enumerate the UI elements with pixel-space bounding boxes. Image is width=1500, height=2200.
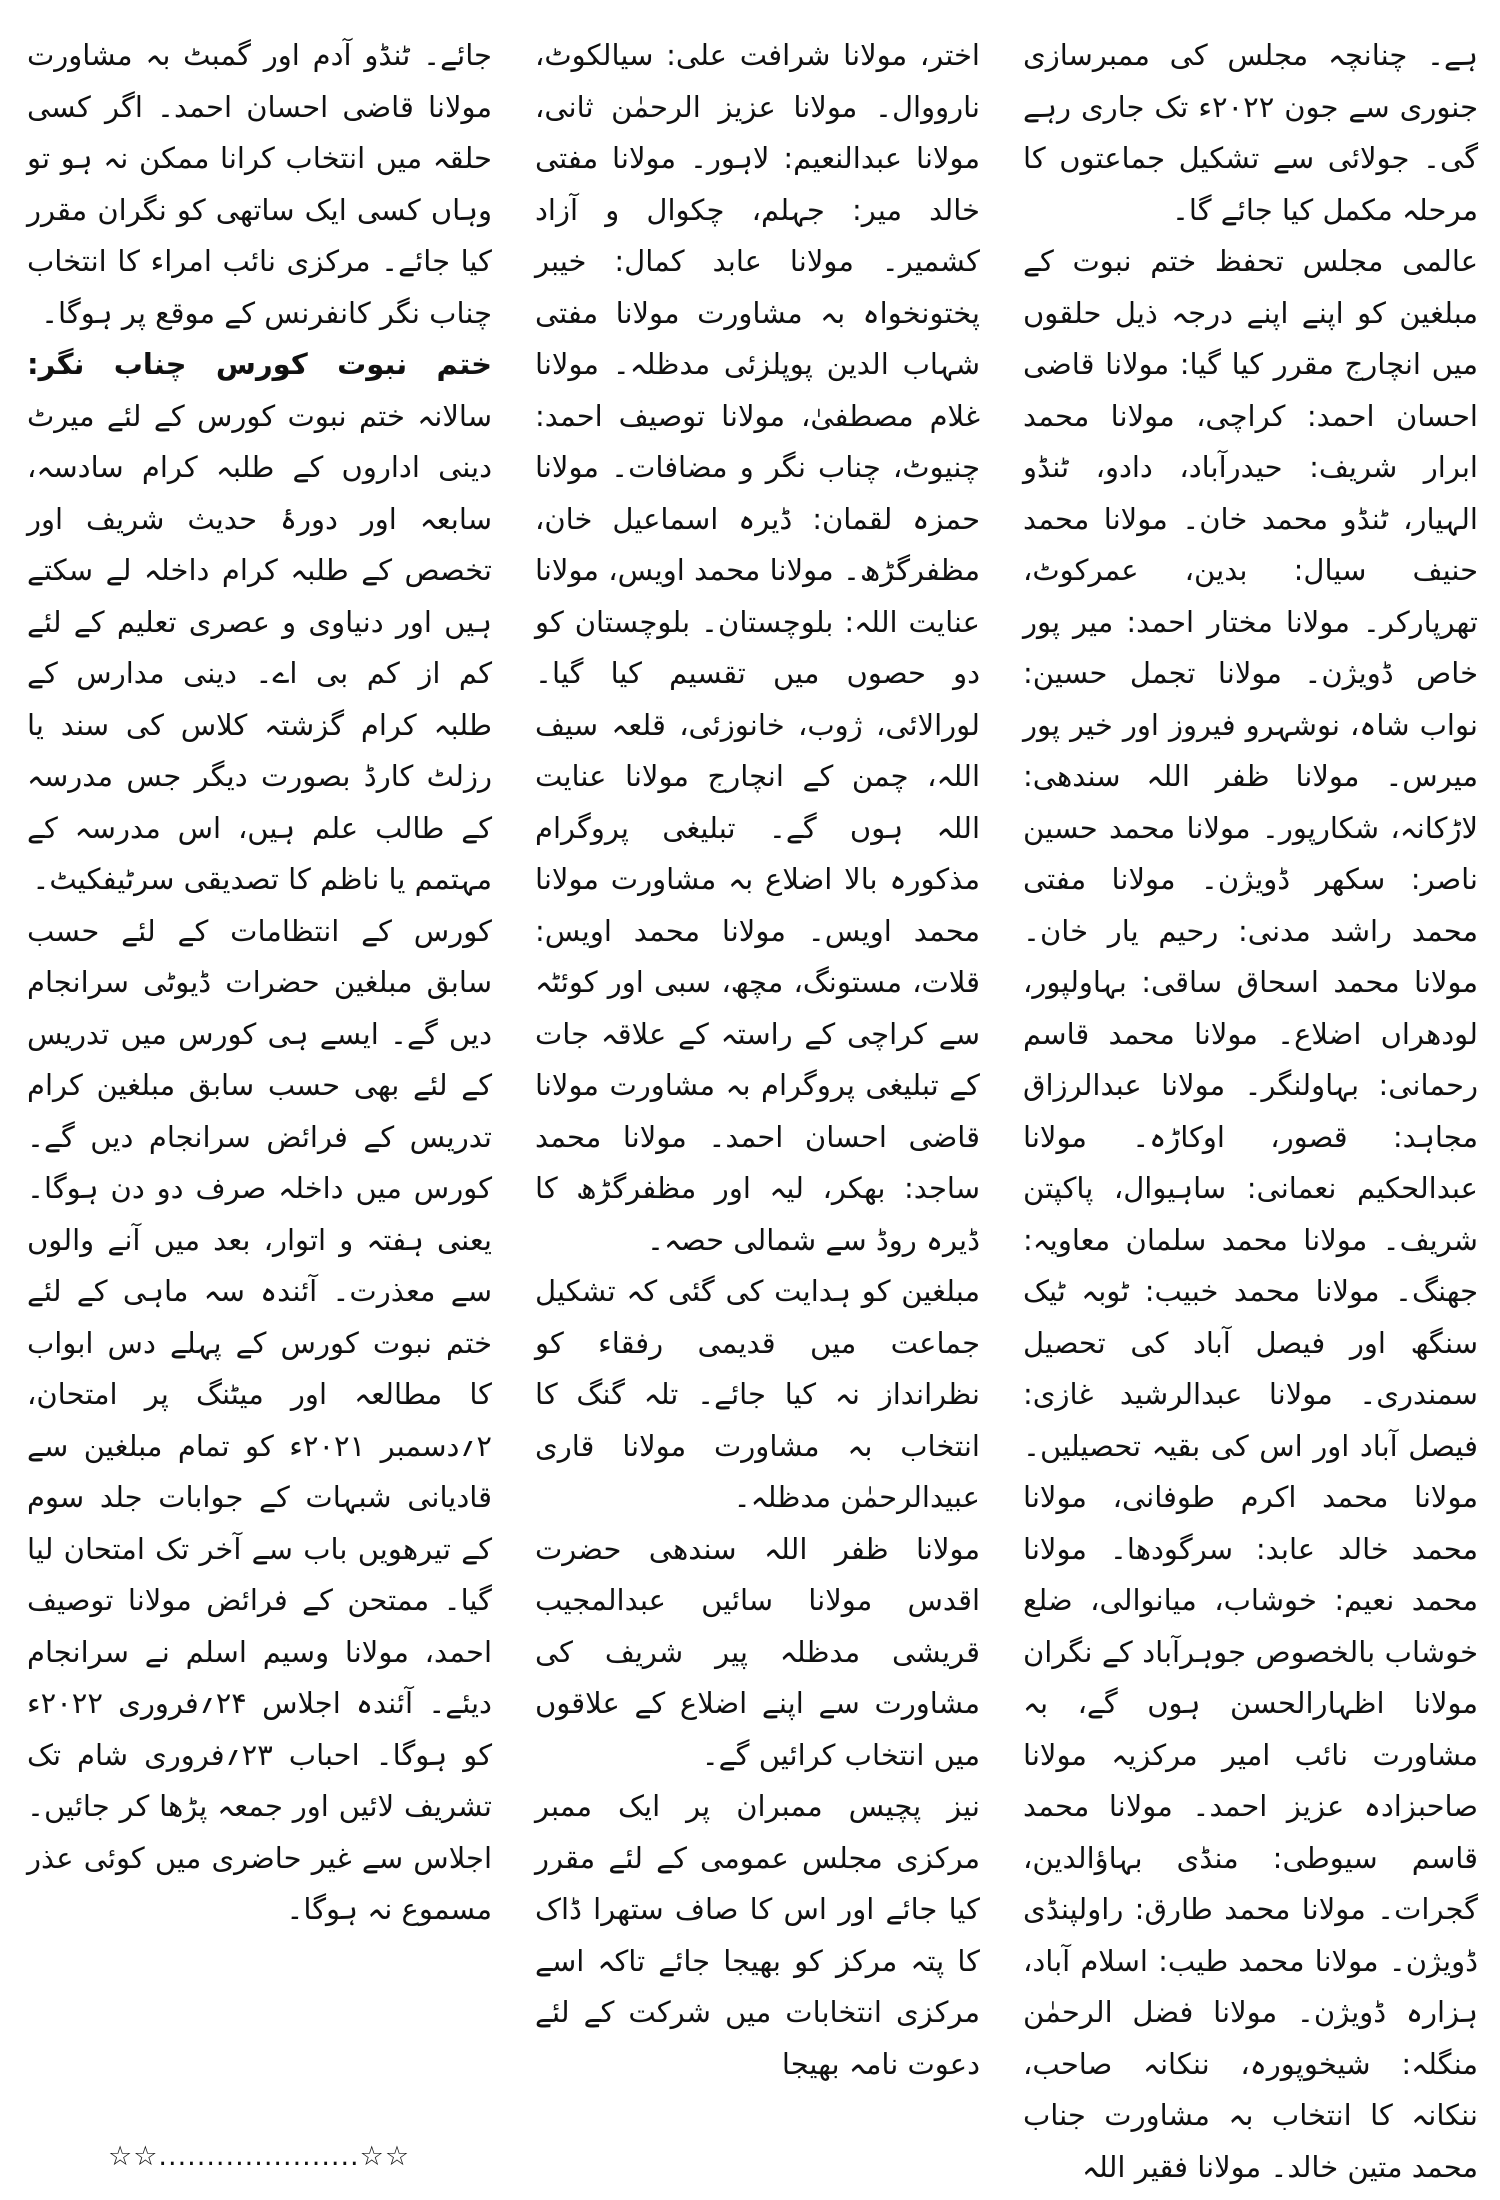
paragraph: کورس کے انتظامات کے لئے حسب سابق مبلغین حضرات ڈیوٹی سرانجام دیں گے۔ ایسے ہی کورس میں تدریس کے لئے بھی حسب سابق مبلغین کرام تدریس کے فرائض سرانجام دیں گے۔ کورس میں داخلہ صرف دو دن ہوگا۔ یعنی ہفتہ و اتوار، بعد میں آنے والوں سے معذرت۔ آئندہ سہ ماہی کے لئے ختم نبوت کورس کے پہلے دس ابواب کا مطالعہ اور میٹنگ پر امتحان، ۲؍دسمبر ۲۰۲۱ء کو تمام مبلغین سے قادیانی شبہات کے جوابات جلد سوم کے تیرھویں باب سے آخر تک امتحان لیا گیا۔ ممتحن کے فرائض مولانا توصیف احمد، مولانا وسیم اسلم نے سرانجام دیئے۔ آئندہ اجلاس ۲۴؍فروری ۲۰۲۲ء کو ہوگا۔ احباب ۲۳؍فروری شام تک تشریف لائیں اور جمعہ پڑھا کر جائیں۔ اجلاس سے غیر حاضری میں کوئی عذر مسموع نہ ہوگا۔ bbox=[27, 913, 492, 1926]
text-column-left bbox=[27, 30, 492, 1936]
text-column-middle bbox=[535, 30, 980, 2090]
paragraph-with-heading bbox=[27, 339, 492, 906]
end-marker: ☆☆.....................☆☆ bbox=[108, 2141, 411, 2172]
paragraph: مولانا ظفر اللہ سندھی حضرت اقدس مولانا سائیں عبدالمجیب قریشی مدظلہ پیر شریف کی مشاورت سے اپنے اضلاع کے علاقوں میں انتخاب کرائیں گے۔ bbox=[535, 1531, 980, 1772]
section-heading: ختم نبوت کورس چناب نگر: bbox=[27, 347, 492, 381]
paragraph: جائے۔ ٹنڈو آدم اور گمبٹ بہ مشاورت مولانا قاضی احسان احمد۔ اگر کسی حلقہ میں انتخاب کرانا ممکن نہ ہو تو وہاں کسی ایک ساتھی کو نگران مقرر کیا جائے۔ مرکزی نائب امراء کا انتخاب چناب نگر کانفرنس کے موقع پر ہوگا۔ bbox=[27, 38, 492, 330]
paragraph: ہے۔ چنانچہ مجلس کی ممبرسازی جنوری سے جون ۲۰۲۲ء تک جاری رہے گی۔ جولائی سے تشکیل جماعتوں کا مرحلہ مکمل کیا جائے گا۔ bbox=[1023, 38, 1478, 227]
paragraph: مبلغین کو ہدایت کی گئی کہ تشکیل جماعت میں قدیمی رفقاء کو نظرانداز نہ کیا جائے۔ تلہ گنگ کا انتخاب بہ مشاورت مولانا قاری عبیدالرحمٰن مدظلہ۔ bbox=[535, 1274, 980, 1514]
paragraph: نیز پچیس ممبران پر ایک ممبر مرکزی مجلس عمومی کے لئے مقرر کیا جائے اور اس کا صاف ستھرا ڈاک کا پتہ مرکز کو بھیجا جائے تاکہ اسے مرکزی انتخابات میں شرکت کے لئے دعوت نامہ بھیجا bbox=[535, 1789, 980, 2081]
paragraph: عالمی مجلس تحفظ ختم نبوت کے مبلغین کو اپنے اپنے درجہ ذیل حلقوں میں انچارج مقرر کیا گیا: مولانا قاضی احسان احمد: کراچی، مولانا محمد ابرار شریف: حیدرآباد، دادو، ٹنڈو الہیار، ٹنڈو محمد خان۔ مولانا محمد حنیف سیال: بدین، عمرکوٹ، تھرپارکر۔ مولانا مختار احمد: میر پور خاص ڈویژن۔ مولانا تجمل حسین: نواب شاہ، نوشہرو فیروز اور خیر پور میرس۔ مولانا ظفر اللہ سندھی: لاڑکانہ، شکارپور۔ مولانا محمد حسین ناصر: سکھر ڈویژن۔ مولانا مفتی محمد راشد مدنی: رحیم یار خان۔ مولانا محمد اسحاق ساقی: بہاولپور، لودھراں اضلاع۔ مولانا محمد قاسم رحمانی: بہاولنگر۔ مولانا عبدالرزاق مجاہد: قصور، اوکاڑہ۔ مولانا عبدالحکیم نعمانی: ساہیوال، پاکپتن شریف۔ مولانا محمد سلمان معاویہ: جھنگ۔ مولانا محمد خبیب: ٹوبہ ٹیک سنگھ اور فیصل آباد کی تحصیل سمندری۔ مولانا عبدالرشید غازی: فیصل آباد اور اس کی بقیہ تحصیلیں۔ مولانا محمد اکرم طوفانی، مولانا محمد خالد عابد: سرگودھا۔ مولانا محمد نعیم: خوشاب، میانوالی، ضلع خوشاب بالخصوص جوہرآباد کے نگران مولانا اظہارالحسن ہوں گے، بہ مشاورت نائب امیر مرکزیہ مولانا صاحبزادہ عزیز احمد۔ مولانا محمد قاسم سیوطی: منڈی بہاؤالدین، گجرات۔ مولانا محمد طارق: راولپنڈی ڈویژن۔ مولانا محمد طیب: اسلام آباد، ہزارہ ڈویژن۔ مولانا فضل الرحمٰن منگلہ: شیخوپورہ، ننکانہ صاحب، ننکانہ کا انتخاب بہ مشاورت جناب محمد متین خالد۔ مولانا فقیر اللہ bbox=[1023, 244, 1478, 2184]
paragraph-body: سالانہ ختم نبوت کورس کے لئے میرٹ دینی اداروں کے طلبہ کرام سادسہ، سابعہ اور دورۂ حدیث شریف اور تخصص کے طلبہ کرام داخلہ لے سکتے ہیں اور دنیاوی و عصری تعلیم کے لئے کم از کم بی اے۔ دینی مدارس کے طلبہ کرام گزشتہ کلاس کی سند یا رزلٹ کارڈ بصورت دیگر جس مدرسہ کے طالب علم ہیں، اس مدرسہ کے مہتمم یا ناظم کا تصدیقی سرٹیفکیٹ۔ bbox=[27, 398, 492, 896]
paragraph: اختر، مولانا شرافت علی: سیالکوٹ، نارووال۔ مولانا عزیز الرحمٰن ثانی، مولانا عبدالنعیم: لاہور۔ مولانا مفتی خالد میر: جہلم، چکوال و آزاد کشمیر۔ مولانا عابد کمال: خیبر پختونخواہ بہ مشاورت مولانا مفتی شہاب الدین پوپلزئی مدظلہ۔ مولانا غلام مصطفیٰ، مولانا توصیف احمد: چنیوٹ، چناب نگر و مضافات۔ مولانا حمزہ لقمان: ڈیرہ اسماعیل خان، مظفرگڑھ۔ مولانا محمد اویس، مولانا عنایت اللہ: بلوچستان۔ بلوچستان کو دو حصوں میں تقسیم کیا گیا۔ لورالائی، ژوب، خانوزئی، قلعہ سیف اللہ، چمن کے انچارج مولانا عنایت اللہ ہوں گے۔ تبلیغی پروگرام مذکورہ بالا اضلاع بہ مشاورت مولانا محمد اویس۔ مولانا محمد اویس: قلات، مستونگ، مچھ، سبی اور کوئٹہ سے کراچی کے راستہ کے علاقہ جات کے تبلیغی پروگرام بہ مشاورت مولانا قاضی احسان احمد۔ مولانا محمد ساجد: بھکر، لیہ اور مظفرگڑھ کا ڈیرہ روڈ سے شمالی حصہ۔ bbox=[535, 38, 980, 1257]
text-column-right bbox=[1023, 30, 1478, 2193]
